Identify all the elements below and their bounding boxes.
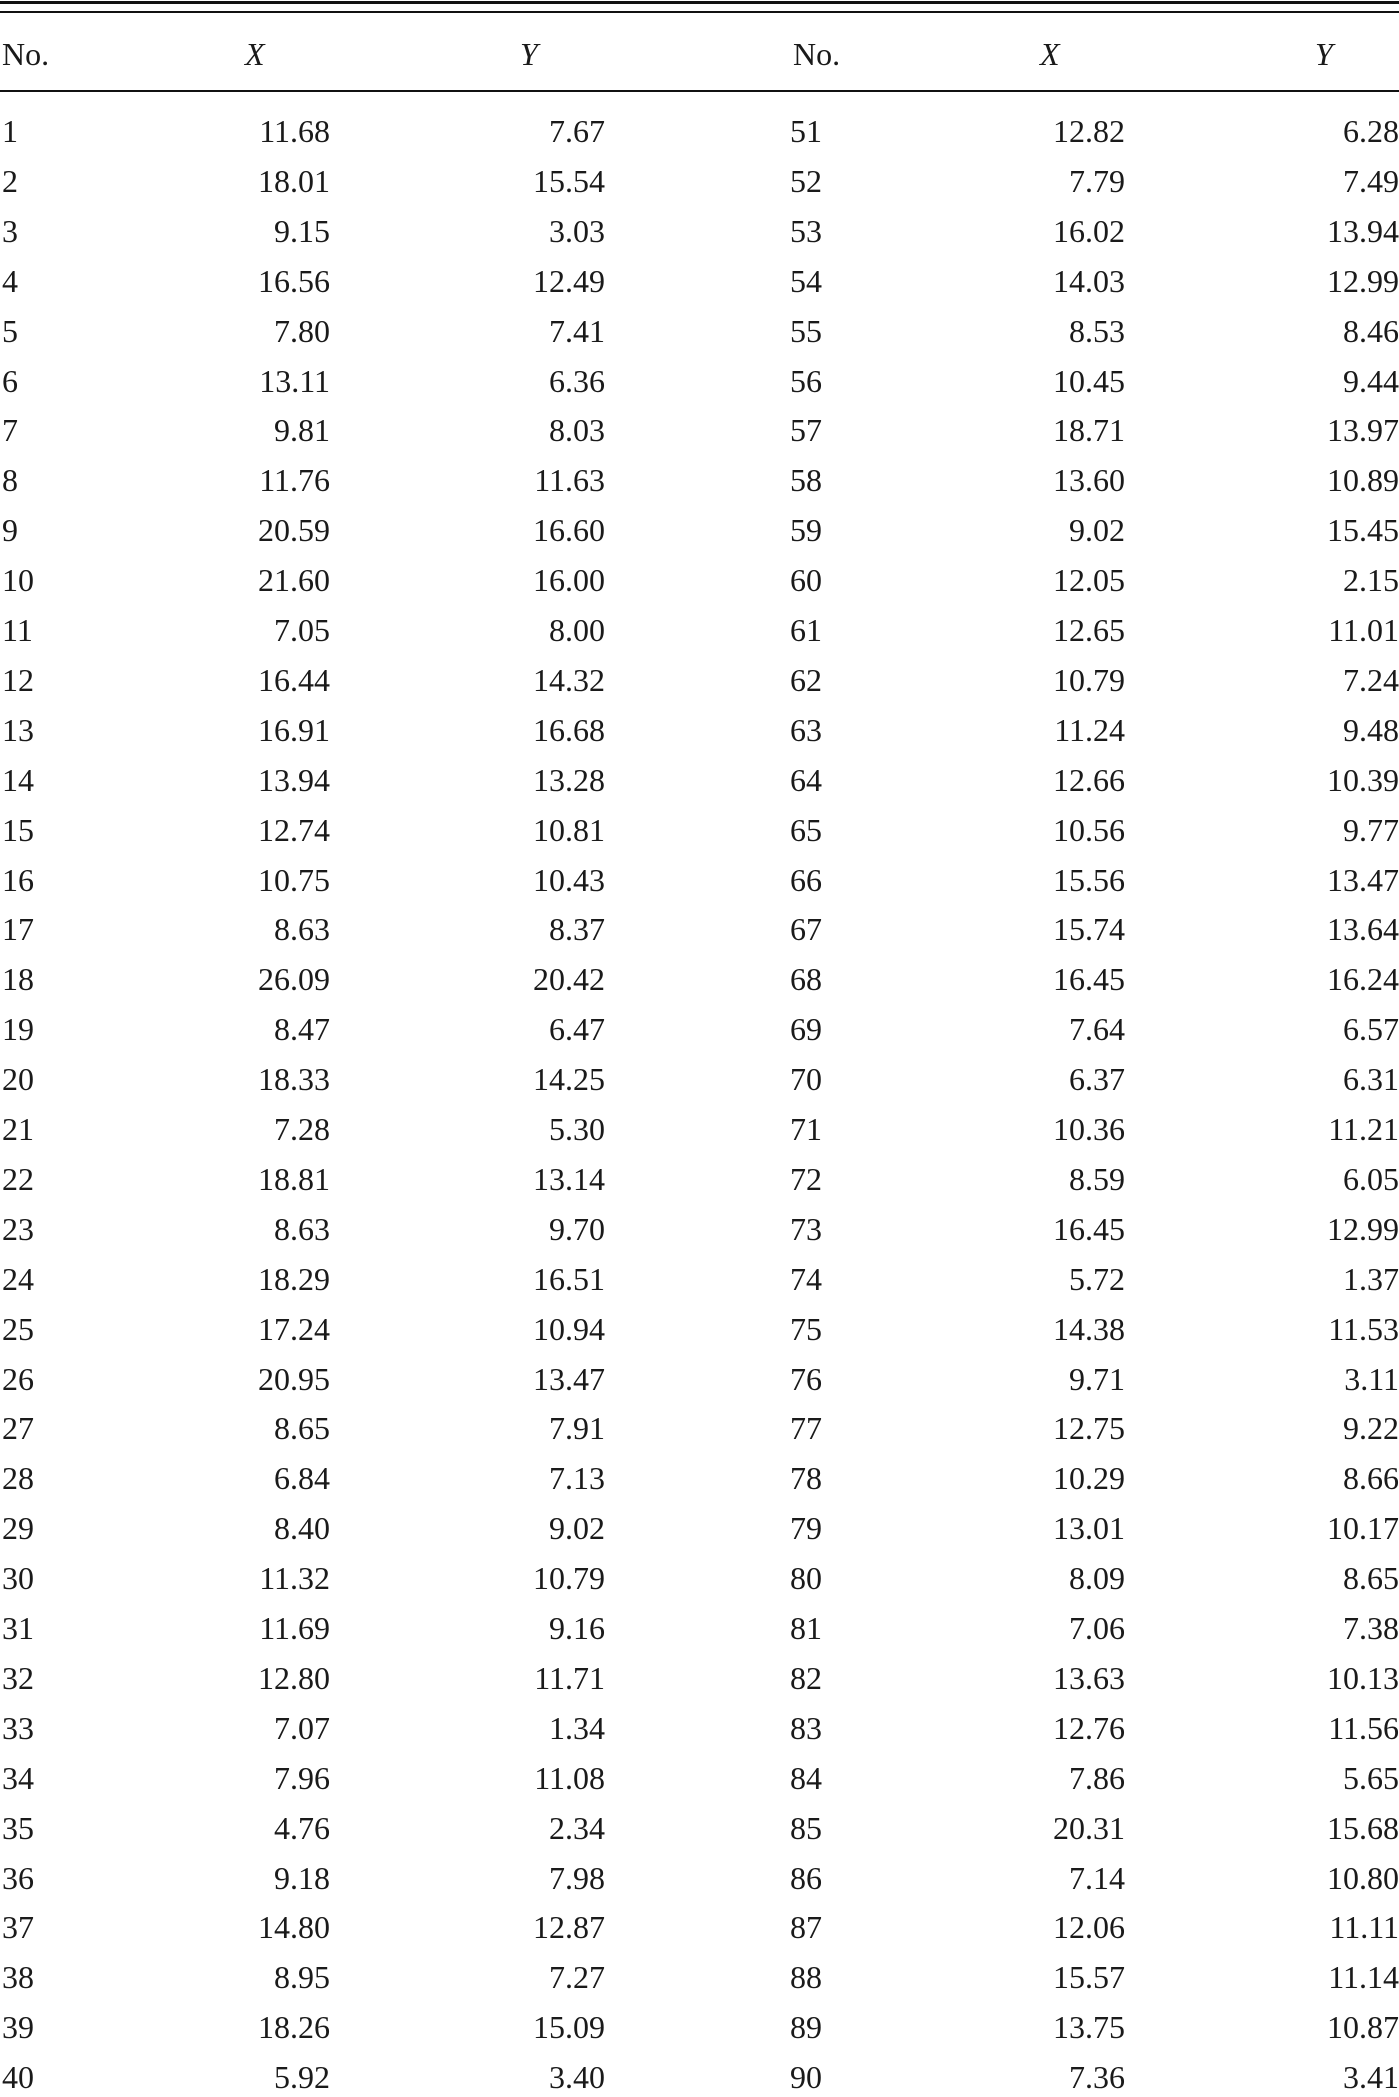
cell-x-left: 16.56: [258, 263, 330, 299]
cell-y-right: 13.94: [1327, 213, 1399, 249]
cell-x-left: 7.05: [274, 612, 330, 648]
column-header-x-left: X: [245, 36, 265, 72]
cell-y-left: 16.00: [533, 562, 605, 598]
cell-x-left: 4.76: [274, 1810, 330, 1846]
cell-no-left: 2: [2, 163, 18, 199]
cell-no-left: 36: [2, 1860, 34, 1896]
cell-x-right: 11.24: [1054, 712, 1125, 748]
cell-y-right: 10.87: [1327, 2009, 1399, 2045]
cell-no-left: 39: [2, 2009, 34, 2045]
cell-x-right: 7.14: [1069, 1860, 1125, 1896]
cell-y-left: 1.34: [549, 1710, 605, 1746]
cell-y-left: 6.36: [549, 363, 605, 399]
cell-no-right: 82: [790, 1660, 822, 1696]
cell-y-right: 10.13: [1327, 1660, 1399, 1696]
cell-no-right: 85: [790, 1810, 822, 1846]
cell-no-right: 55: [790, 313, 822, 349]
column-header-x-right: X: [1040, 36, 1060, 72]
cell-y-right: 3.11: [1344, 1361, 1399, 1397]
cell-x-left: 11.69: [259, 1610, 330, 1646]
cell-x-right: 12.66: [1053, 762, 1125, 798]
cell-x-right: 7.36: [1069, 2059, 1125, 2095]
cell-y-right: 15.45: [1327, 512, 1399, 548]
cell-no-right: 63: [790, 712, 822, 748]
cell-y-right: 9.77: [1343, 812, 1399, 848]
cell-x-left: 18.81: [258, 1161, 330, 1197]
cell-x-left: 17.24: [258, 1311, 330, 1347]
cell-y-right: 7.49: [1343, 163, 1399, 199]
cell-no-left: 26: [2, 1361, 34, 1397]
cell-x-right: 10.29: [1053, 1460, 1125, 1496]
cell-x-left: 8.47: [274, 1011, 330, 1047]
cell-no-right: 77: [790, 1410, 822, 1446]
cell-x-right: 12.65: [1053, 612, 1125, 648]
cell-y-left: 14.25: [533, 1061, 605, 1097]
cell-x-left: 18.01: [258, 163, 330, 199]
cell-no-left: 37: [2, 1909, 34, 1945]
cell-y-right: 15.68: [1327, 1810, 1399, 1846]
cell-no-right: 78: [790, 1460, 822, 1496]
cell-x-right: 12.06: [1053, 1909, 1125, 1945]
cell-y-left: 3.40: [549, 2059, 605, 2095]
cell-no-right: 75: [790, 1311, 822, 1347]
cell-y-left: 11.63: [534, 462, 605, 498]
cell-x-right: 10.56: [1053, 812, 1125, 848]
cell-no-left: 27: [2, 1410, 34, 1446]
cell-y-left: 8.03: [549, 412, 605, 448]
cell-x-right: 10.79: [1053, 662, 1125, 698]
cell-x-right: 12.75: [1053, 1410, 1125, 1446]
cell-y-left: 3.03: [549, 213, 605, 249]
cell-x-right: 7.86: [1069, 1760, 1125, 1796]
cell-no-left: 16: [2, 862, 34, 898]
cell-y-left: 15.09: [533, 2009, 605, 2045]
cell-y-right: 10.89: [1327, 462, 1399, 498]
cell-no-left: 7: [2, 412, 18, 448]
cell-no-left: 18: [2, 961, 34, 997]
cell-y-left: 15.54: [533, 163, 605, 199]
cell-no-right: 86: [790, 1860, 822, 1896]
cell-no-left: 1: [2, 113, 18, 149]
cell-x-right: 16.45: [1053, 1211, 1125, 1247]
cell-x-right: 13.60: [1053, 462, 1125, 498]
cell-x-left: 18.26: [258, 2009, 330, 2045]
cell-y-right: 10.80: [1327, 1860, 1399, 1896]
cell-no-left: 9: [2, 512, 18, 548]
cell-no-left: 17: [2, 911, 34, 947]
cell-x-right: 8.09: [1069, 1560, 1125, 1596]
cell-x-right: 8.59: [1069, 1161, 1125, 1197]
cell-no-left: 34: [2, 1760, 34, 1796]
cell-x-right: 13.01: [1053, 1510, 1125, 1546]
cell-no-right: 68: [790, 961, 822, 997]
cell-no-right: 57: [790, 412, 822, 448]
cell-no-left: 33: [2, 1710, 34, 1746]
cell-y-right: 7.24: [1343, 662, 1399, 698]
cell-no-left: 22: [2, 1161, 34, 1197]
cell-x-left: 20.95: [258, 1361, 330, 1397]
cell-y-left: 16.68: [533, 712, 605, 748]
cell-x-right: 12.82: [1053, 113, 1125, 149]
cell-no-right: 72: [790, 1161, 822, 1197]
cell-no-right: 58: [790, 462, 822, 498]
cell-x-right: 7.06: [1069, 1610, 1125, 1646]
cell-y-left: 13.47: [533, 1361, 605, 1397]
cell-x-left: 9.81: [274, 412, 330, 448]
cell-x-left: 7.07: [274, 1710, 330, 1746]
cell-x-left: 11.76: [259, 462, 330, 498]
cell-y-right: 13.97: [1327, 412, 1399, 448]
cell-x-right: 14.38: [1053, 1311, 1125, 1347]
cell-x-left: 9.18: [274, 1860, 330, 1896]
cell-no-right: 51: [790, 113, 822, 149]
cell-no-left: 35: [2, 1810, 34, 1846]
cell-no-right: 83: [790, 1710, 822, 1746]
cell-y-right: 11.21: [1328, 1111, 1399, 1147]
cell-y-right: 16.24: [1327, 961, 1399, 997]
cell-x-left: 13.11: [259, 363, 330, 399]
cell-y-right: 11.01: [1328, 612, 1399, 648]
cell-y-left: 13.14: [533, 1161, 605, 1197]
cell-x-right: 13.63: [1053, 1660, 1125, 1696]
cell-x-left: 8.95: [274, 1959, 330, 1995]
cell-no-left: 24: [2, 1261, 34, 1297]
cell-x-left: 8.65: [274, 1410, 330, 1446]
cell-y-left: 13.28: [533, 762, 605, 798]
cell-no-left: 38: [2, 1959, 34, 1995]
cell-x-right: 12.05: [1053, 562, 1125, 598]
cell-y-left: 12.87: [533, 1909, 605, 1945]
cell-y-left: 16.60: [533, 512, 605, 548]
cell-no-left: 20: [2, 1061, 34, 1097]
cell-no-left: 30: [2, 1560, 34, 1596]
cell-no-right: 90: [790, 2059, 822, 2095]
cell-x-left: 8.40: [274, 1510, 330, 1546]
cell-x-left: 10.75: [258, 862, 330, 898]
cell-no-left: 25: [2, 1311, 34, 1347]
cell-no-right: 54: [790, 263, 822, 299]
cell-y-right: 6.31: [1343, 1061, 1399, 1097]
cell-x-right: 7.79: [1069, 163, 1125, 199]
cell-no-right: 73: [790, 1211, 822, 1247]
cell-x-right: 14.03: [1053, 263, 1125, 299]
cell-no-left: 23: [2, 1211, 34, 1247]
cell-x-right: 15.57: [1053, 1959, 1125, 1995]
cell-y-right: 5.65: [1343, 1760, 1399, 1796]
cell-x-left: 12.74: [258, 812, 330, 848]
cell-x-left: 20.59: [258, 512, 330, 548]
cell-y-left: 10.43: [533, 862, 605, 898]
cell-x-right: 9.71: [1069, 1361, 1125, 1397]
cell-x-right: 16.45: [1053, 961, 1125, 997]
column-header-no-right: No.: [793, 36, 841, 72]
cell-y-left: 12.49: [533, 263, 605, 299]
cell-no-right: 87: [790, 1909, 822, 1945]
cell-y-left: 7.27: [549, 1959, 605, 1995]
cell-x-left: 13.94: [258, 762, 330, 798]
cell-y-right: 8.65: [1343, 1560, 1399, 1596]
cell-x-right: 8.53: [1069, 313, 1125, 349]
cell-y-left: 7.67: [549, 113, 605, 149]
cell-y-right: 8.46: [1343, 313, 1399, 349]
cell-y-left: 7.98: [549, 1860, 605, 1896]
cell-x-right: 10.36: [1053, 1111, 1125, 1147]
cell-no-right: 52: [790, 163, 822, 199]
cell-y-right: 3.41: [1343, 2059, 1399, 2095]
cell-no-left: 5: [2, 313, 18, 349]
cell-y-left: 11.71: [534, 1660, 605, 1696]
cell-y-left: 16.51: [533, 1261, 605, 1297]
cell-x-right: 18.71: [1053, 412, 1125, 448]
cell-x-right: 7.64: [1069, 1011, 1125, 1047]
cell-no-right: 89: [790, 2009, 822, 2045]
cell-y-right: 6.05: [1343, 1161, 1399, 1197]
cell-y-right: 9.48: [1343, 712, 1399, 748]
cell-no-right: 66: [790, 862, 822, 898]
cell-no-left: 10: [2, 562, 34, 598]
cell-y-right: 12.99: [1327, 263, 1399, 299]
cell-no-right: 80: [790, 1560, 822, 1596]
cell-x-left: 26.09: [258, 961, 330, 997]
cell-x-right: 20.31: [1053, 1810, 1125, 1846]
cell-no-right: 70: [790, 1061, 822, 1097]
cell-y-right: 2.15: [1343, 562, 1399, 598]
cell-x-left: 12.80: [258, 1660, 330, 1696]
cell-no-left: 21: [2, 1111, 34, 1147]
cell-no-left: 32: [2, 1660, 34, 1696]
table-header-rule: [0, 90, 1399, 92]
cell-no-left: 28: [2, 1460, 34, 1496]
cell-no-right: 59: [790, 512, 822, 548]
cell-y-right: 1.37: [1343, 1261, 1399, 1297]
cell-y-left: 10.79: [533, 1560, 605, 1596]
cell-y-right: 11.56: [1328, 1710, 1399, 1746]
cell-y-left: 20.42: [533, 961, 605, 997]
cell-x-right: 6.37: [1069, 1061, 1125, 1097]
table-top-rule: [0, 1, 1399, 4]
cell-x-right: 15.74: [1053, 911, 1125, 947]
cell-no-left: 13: [2, 712, 34, 748]
cell-no-left: 15: [2, 812, 34, 848]
cell-x-right: 5.72: [1069, 1261, 1125, 1297]
cell-y-left: 14.32: [533, 662, 605, 698]
cell-no-left: 14: [2, 762, 34, 798]
cell-no-right: 67: [790, 911, 822, 947]
cell-no-left: 8: [2, 462, 18, 498]
cell-y-left: 9.02: [549, 1510, 605, 1546]
cell-no-right: 62: [790, 662, 822, 698]
cell-y-right: 11.11: [1329, 1909, 1399, 1945]
cell-no-right: 88: [790, 1959, 822, 1995]
cell-x-right: 9.02: [1069, 512, 1125, 548]
cell-x-left: 5.92: [274, 2059, 330, 2095]
cell-y-right: 9.22: [1343, 1410, 1399, 1446]
cell-y-right: 12.99: [1327, 1211, 1399, 1247]
cell-y-right: 8.66: [1343, 1460, 1399, 1496]
cell-y-left: 9.16: [549, 1610, 605, 1646]
cell-y-left: 10.94: [533, 1311, 605, 1347]
cell-no-left: 3: [2, 213, 18, 249]
cell-no-left: 31: [2, 1610, 34, 1646]
cell-no-left: 40: [2, 2059, 34, 2095]
column-header-no-left: No.: [2, 36, 50, 72]
cell-x-right: 15.56: [1053, 862, 1125, 898]
cell-no-right: 61: [790, 612, 822, 648]
cell-no-right: 84: [790, 1760, 822, 1796]
cell-no-right: 53: [790, 213, 822, 249]
cell-y-right: 13.47: [1327, 862, 1399, 898]
cell-x-right: 10.45: [1053, 363, 1125, 399]
cell-x-left: 9.15: [274, 213, 330, 249]
cell-no-left: 12: [2, 662, 34, 698]
cell-y-right: 7.38: [1343, 1610, 1399, 1646]
cell-no-right: 74: [790, 1261, 822, 1297]
cell-no-left: 6: [2, 363, 18, 399]
cell-x-right: 13.75: [1053, 2009, 1125, 2045]
cell-y-left: 7.91: [549, 1410, 605, 1446]
cell-x-left: 7.28: [274, 1111, 330, 1147]
cell-x-left: 18.29: [258, 1261, 330, 1297]
cell-no-right: 79: [790, 1510, 822, 1546]
cell-x-left: 16.44: [258, 662, 330, 698]
cell-y-left: 8.00: [549, 612, 605, 648]
cell-no-right: 60: [790, 562, 822, 598]
cell-no-right: 71: [790, 1111, 822, 1147]
cell-x-left: 7.80: [274, 313, 330, 349]
cell-y-left: 7.13: [549, 1460, 605, 1496]
cell-y-right: 11.53: [1328, 1311, 1399, 1347]
cell-y-left: 8.37: [549, 911, 605, 947]
cell-no-left: 29: [2, 1510, 34, 1546]
cell-x-right: 16.02: [1053, 213, 1125, 249]
column-header-y-left: Y: [520, 36, 538, 72]
cell-y-right: 9.44: [1343, 363, 1399, 399]
cell-x-left: 8.63: [274, 1211, 330, 1247]
cell-x-left: 6.84: [274, 1460, 330, 1496]
cell-y-right: 13.64: [1327, 911, 1399, 947]
cell-x-left: 16.91: [258, 712, 330, 748]
cell-no-right: 69: [790, 1011, 822, 1047]
cell-y-right: 11.14: [1328, 1959, 1399, 1995]
cell-no-right: 76: [790, 1361, 822, 1397]
cell-no-left: 11: [2, 612, 33, 648]
cell-no-right: 56: [790, 363, 822, 399]
cell-x-right: 12.76: [1053, 1710, 1125, 1746]
cell-y-left: 11.08: [534, 1760, 605, 1796]
cell-x-left: 7.96: [274, 1760, 330, 1796]
cell-y-left: 6.47: [549, 1011, 605, 1047]
cell-y-left: 5.30: [549, 1111, 605, 1147]
cell-x-left: 21.60: [258, 562, 330, 598]
cell-x-left: 18.33: [258, 1061, 330, 1097]
cell-x-left: 14.80: [258, 1909, 330, 1945]
cell-no-right: 81: [790, 1610, 822, 1646]
cell-y-left: 2.34: [549, 1810, 605, 1846]
cell-y-left: 9.70: [549, 1211, 605, 1247]
cell-y-left: 10.81: [533, 812, 605, 848]
cell-y-right: 6.57: [1343, 1011, 1399, 1047]
cell-no-right: 65: [790, 812, 822, 848]
table-top-rule-inner: [0, 11, 1399, 13]
cell-y-right: 10.17: [1327, 1510, 1399, 1546]
cell-no-right: 64: [790, 762, 822, 798]
cell-no-left: 19: [2, 1011, 34, 1047]
cell-x-left: 8.63: [274, 911, 330, 947]
column-header-y-right: Y: [1315, 36, 1333, 72]
cell-x-left: 11.32: [259, 1560, 330, 1596]
cell-y-right: 10.39: [1327, 762, 1399, 798]
cell-x-left: 11.68: [259, 113, 330, 149]
cell-no-left: 4: [2, 263, 18, 299]
cell-y-left: 7.41: [549, 313, 605, 349]
cell-y-right: 6.28: [1343, 113, 1399, 149]
